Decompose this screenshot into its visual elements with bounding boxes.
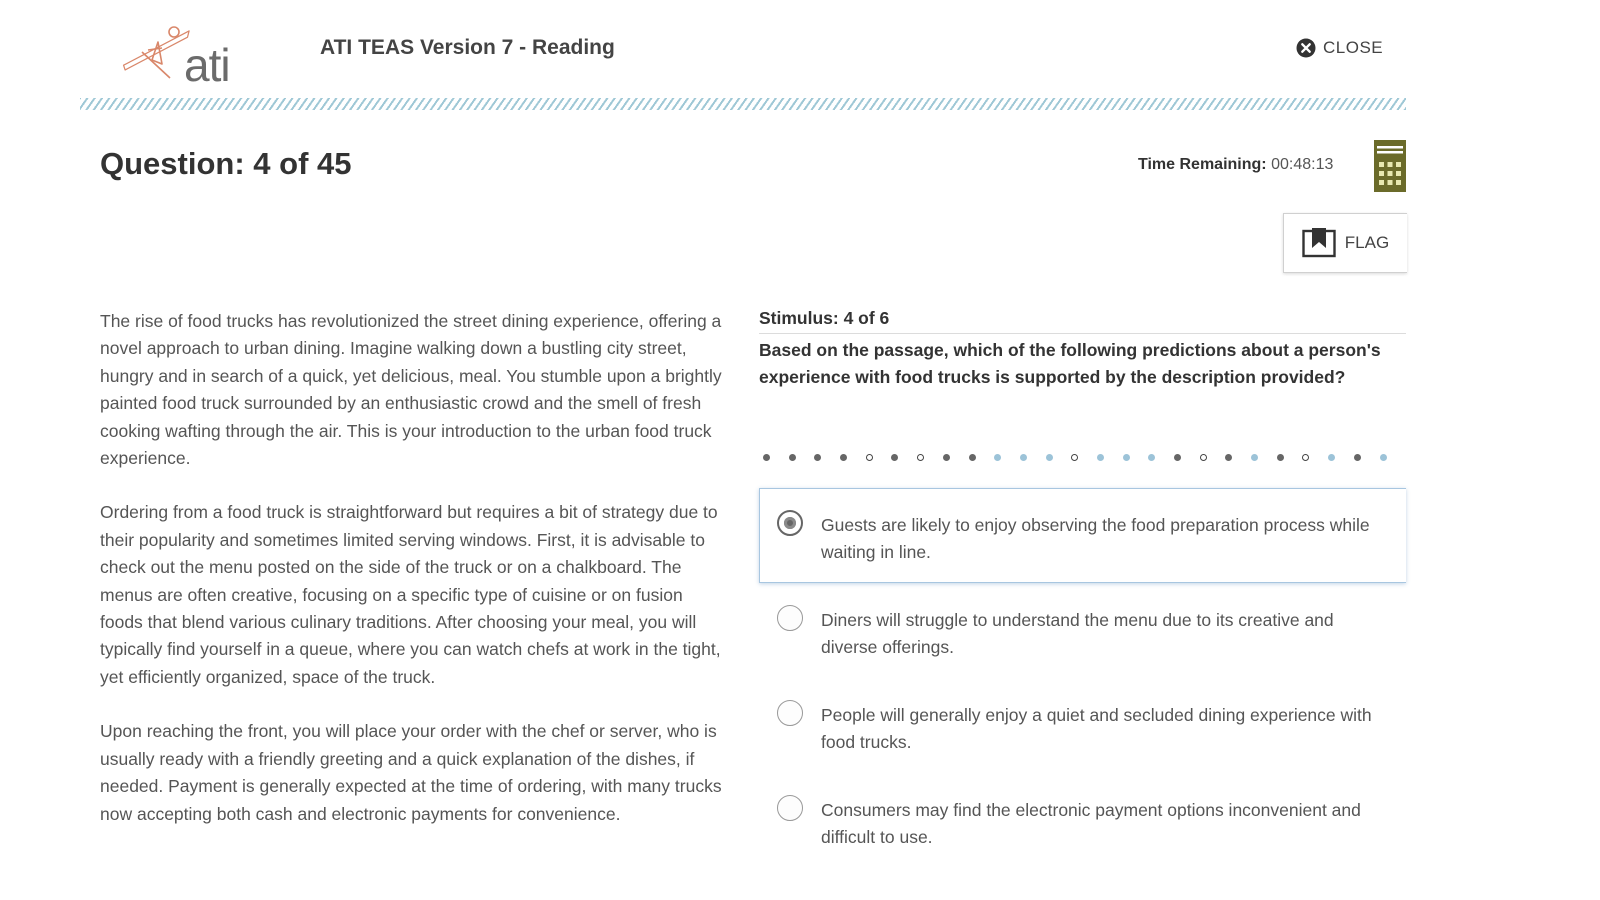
calculator-button[interactable]	[1374, 140, 1406, 192]
progress-dot-12[interactable]	[1046, 452, 1072, 462]
answer-text: Diners will struggle to understand the menu due to its creative and diverse offerings.	[821, 610, 1334, 658]
progress-dot-16[interactable]	[1148, 452, 1174, 462]
progress-dot-7[interactable]	[917, 452, 943, 462]
ati-logo-figure-icon	[122, 20, 192, 90]
progress-dot-19[interactable]	[1225, 452, 1251, 462]
time-remaining	[1138, 156, 1333, 174]
answer-option-c[interactable]	[759, 678, 1406, 773]
progress-dot-1[interactable]	[763, 452, 789, 462]
bookmark-flag-icon	[1302, 228, 1336, 258]
question-counter: Question: 4 of 45	[100, 146, 352, 181]
answer-text: People will generally enjoy a quiet and secluded dining experience with food trucks.	[821, 705, 1372, 753]
passage-paragraph: Upon reaching the front, you will place your order with the chef or server, who is usually ready with a friendly greeting and a quick explanation of the dishes, if needed. Payment is generally expected at the time of ordering, with many trucks now accepting both cash and electronic payments for convenience.	[100, 721, 722, 824]
radio-button[interactable]	[777, 700, 803, 726]
app-header	[0, 0, 1600, 112]
progress-dot-22[interactable]	[1302, 452, 1328, 462]
progress-dot-15[interactable]	[1123, 452, 1149, 462]
question-prompt: Based on the passage, which of the following predictions about a person's experience with food trucks is supported by the description provided?	[759, 340, 1381, 388]
progress-dot-6[interactable]	[891, 452, 917, 462]
progress-dot-5[interactable]	[866, 452, 892, 462]
answer-text: Guests are likely to enjoy observing the food preparation process while waiting in line.	[821, 515, 1370, 563]
progress-dot-3[interactable]	[814, 452, 840, 462]
progress-dot-21[interactable]	[1277, 452, 1303, 462]
close-label: CLOSE	[1323, 38, 1384, 57]
close-circle-icon	[1296, 38, 1316, 58]
answer-option-b[interactable]	[759, 583, 1406, 678]
radio-button[interactable]	[777, 795, 803, 821]
stimulus-counter: Stimulus: 4 of 6	[759, 308, 1406, 334]
time-remaining-value: 00:48:13	[1271, 156, 1334, 173]
app-title: ATI TEAS Version 7 - Reading	[320, 36, 615, 59]
answer-text: Consumers may find the electronic payment options inconvenient and difficult to use.	[821, 800, 1361, 848]
progress-dot-23[interactable]	[1328, 452, 1354, 462]
progress-dot-10[interactable]	[994, 452, 1020, 462]
progress-dot-11[interactable]	[1020, 452, 1046, 462]
progress-dot-13[interactable]	[1071, 452, 1097, 462]
progress-dot-14[interactable]	[1097, 452, 1123, 462]
radio-button[interactable]	[777, 605, 803, 631]
close-button[interactable]	[1296, 38, 1383, 58]
flag-label: FLAG	[1344, 233, 1390, 252]
reading-passage	[100, 308, 725, 855]
ati-logo	[122, 20, 252, 92]
progress-dot-24[interactable]	[1354, 452, 1380, 462]
answer-option-d[interactable]	[759, 773, 1406, 868]
progress-dot-20[interactable]	[1251, 452, 1277, 462]
time-remaining-label: Time Remaining:	[1138, 156, 1267, 173]
progress-dot-2[interactable]	[789, 452, 815, 462]
progress-dot-25[interactable]	[1380, 452, 1406, 462]
passage-paragraph: Ordering from a food truck is straightforward but requires a bit of strategy due to their popularity and sometimes limited serving windows. First, it is advisable to check out the menu posted on the side of the truck or on a chalkboard. The menus are often creative, focusing on a specific type of cuisine or on fusion foods that blend various culinary traditions. After choosing your meal, you will typically find yourself in a queue, where you can watch chefs at work in the tight, yet efficiently organized, space of the truck.	[100, 502, 721, 687]
header-divider	[80, 98, 1406, 110]
answer-option-a[interactable]	[759, 488, 1406, 583]
flag-button[interactable]	[1283, 213, 1407, 273]
progress-dot-8[interactable]	[943, 452, 969, 462]
calculator-icon	[1374, 140, 1406, 192]
answer-list	[759, 488, 1406, 868]
logo-text: ati	[184, 39, 230, 91]
progress-dot-9[interactable]	[969, 452, 995, 462]
progress-dots	[763, 452, 1405, 462]
radio-button-selected[interactable]	[777, 510, 803, 536]
progress-dot-17[interactable]	[1174, 452, 1200, 462]
progress-dot-4[interactable]	[840, 452, 866, 462]
progress-dot-18[interactable]	[1200, 452, 1226, 462]
passage-paragraph: The rise of food trucks has revolutionized the street dining experience, offering a novel approach to urban dining. Imagine walking down a bustling city street, hungry and in search of a quick, yet delicious, meal. You stumble upon a brightly painted food truck surrounded by an enthusiastic crowd and the smell of fresh cooking wafting through the air. This is your introduction to the urban food truck experience.	[100, 311, 722, 469]
